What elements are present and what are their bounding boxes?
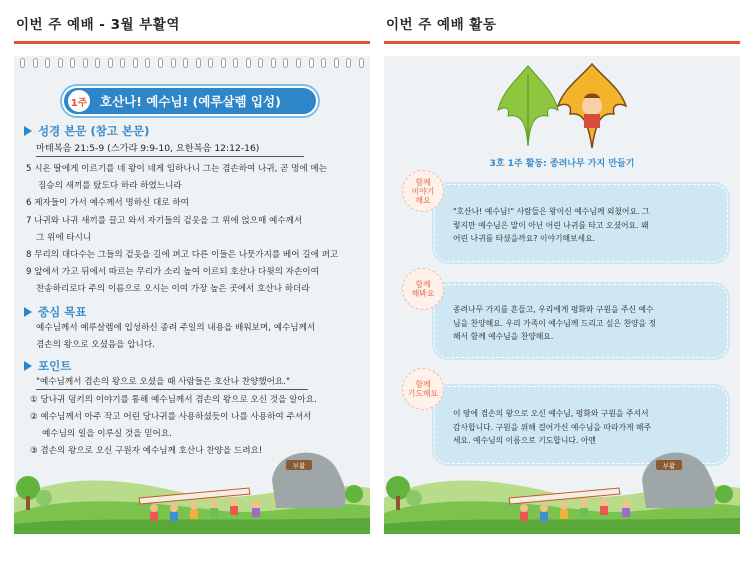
right-header-rule xyxy=(384,41,740,44)
goal-heading: 중심 목표 xyxy=(24,304,86,320)
point-item: ① 당나귀 덩키의 이야기를 통해 예수님께서 겸손의 왕으로 오신 것을 알아요. xyxy=(30,395,317,405)
point-item: 예수님의 일을 이루실 것을 믿어요. xyxy=(42,429,172,439)
scripture-heading: 성경 본문 (참고 본문) xyxy=(24,123,149,139)
lesson-title: 호산나! 예수님! (예루살렘 입성) xyxy=(100,94,281,109)
bubble-line: 이 땅에 겸손의 왕으로 오신 예수님, 평화와 구원을 주셔서 감사합니다. 구원을 위해 걸어가신 예수님을 따라가게 해주 세요. 예수님의 이름으로 기도합니다. 아멘 xyxy=(453,409,652,445)
point-item: ② 예수님께서 아주 작고 어린 당나귀를 사용하셨듯이 나를 사용하여 주셔서 xyxy=(30,412,312,422)
triangle-bullet-icon xyxy=(24,361,32,371)
triangle-bullet-icon xyxy=(24,126,32,136)
tag-do-together: 함께 해봐요 xyxy=(402,268,444,310)
bubble-line: "호산나! 예수님!" 사람들은 왕이신 예수님께 외쳤어요. 그 렇지만 예수님은 말이 아닌 어린 나귀를 타고 오셨어요. 왜 어린 나귀를 타셨을까요? 이야기해보세요. xyxy=(453,207,650,243)
left-header-rule xyxy=(14,41,370,44)
week-badge: 1주 xyxy=(66,88,92,114)
right-header xyxy=(384,14,740,46)
worship-page xyxy=(14,56,370,534)
verse-line: 찬송하리로다 주의 이름으로 오시는 이여 가장 높은 곳에서 호산나 하더라 xyxy=(36,284,310,294)
lesson-title-banner xyxy=(62,86,318,116)
quote-underline xyxy=(36,389,308,390)
points-quote: "예수님께서 겸손의 왕으로 오셨을 때 사람들은 호산나 찬양했어요." xyxy=(36,377,290,387)
hill-scene-illustration xyxy=(14,438,370,534)
verse-line: 9 앞에서 가고 뒤에서 따르는 무리가 소리 높여 이르되 호산나 다윗의 자손이여 xyxy=(26,267,319,277)
points-heading: 포인트 xyxy=(24,358,71,374)
binder-rings xyxy=(20,58,364,68)
left-header xyxy=(14,14,370,46)
verse-line: 그 위에 타시니 xyxy=(36,233,92,243)
right-header-title: 이번 주 예배 활동 xyxy=(386,17,497,33)
palm-leaves-illustration xyxy=(488,62,638,152)
triangle-bullet-icon xyxy=(24,307,32,317)
verse-line: 5 시온 딸에게 이르기를 네 왕이 네게 임하나니 그는 겸손하여 나귀, 곧 멍에 메는 xyxy=(26,164,328,174)
point-item: ③ 겸손의 왕으로 오신 구원자 예수님께 호산나 찬양을 드려요! xyxy=(30,446,263,456)
verse-line: 6 제자들이 가서 예수께서 명하신 대로 하여 xyxy=(26,198,189,208)
bubble-line: 종려나무 가지를 흔들고, 우리에게 평화와 구원을 주신 예수 님을 찬양해요. 우리 가족이 예수님께 드리고 싶은 찬양을 정 해서 함께 예수님을 찬양해요. xyxy=(453,305,657,341)
do-together-bubble xyxy=(434,284,728,358)
scripture-reference: 마태복음 21:5-9 (스가랴 9:9-10, 요한복음 12:12-16) xyxy=(36,143,260,154)
talk-together-bubble xyxy=(434,184,728,262)
verse-line: 짐승의 새끼를 탔도다 하라 하였느니라 xyxy=(38,181,182,191)
tag-talk-together: 함께 이야기 해요 xyxy=(402,170,444,212)
activity-page xyxy=(384,56,740,534)
activity-title: 3호 1주 활동: 종려나무 가지 만들기 xyxy=(489,159,635,169)
sign-text: 부활 xyxy=(292,462,306,470)
left-header-title: 이번 주 예배 - 3월 부활역 xyxy=(16,17,180,33)
tag-pray-together: 함께 기도해요 xyxy=(402,368,444,410)
verse-line: 7 나귀와 나귀 새끼를 끌고 와서 자기들의 겉옷을 그 위에 얹으매 예수께서 xyxy=(26,216,303,226)
verse-line: 8 무리의 대다수는 그들의 겉옷을 길에 펴고 다른 이들은 나뭇가지를 베어 길에 펴고 xyxy=(26,250,339,260)
goal-line: 예수님께서 예루살렘에 입성하신 종려 주일의 내용을 배워보며, 예수님께서 xyxy=(36,323,316,333)
reference-underline xyxy=(36,156,304,157)
hill-scene-illustration xyxy=(384,438,740,534)
sign-text: 부활 xyxy=(662,462,676,470)
goal-line: 겸손의 왕으로 오셨음을 압니다. xyxy=(36,340,155,350)
